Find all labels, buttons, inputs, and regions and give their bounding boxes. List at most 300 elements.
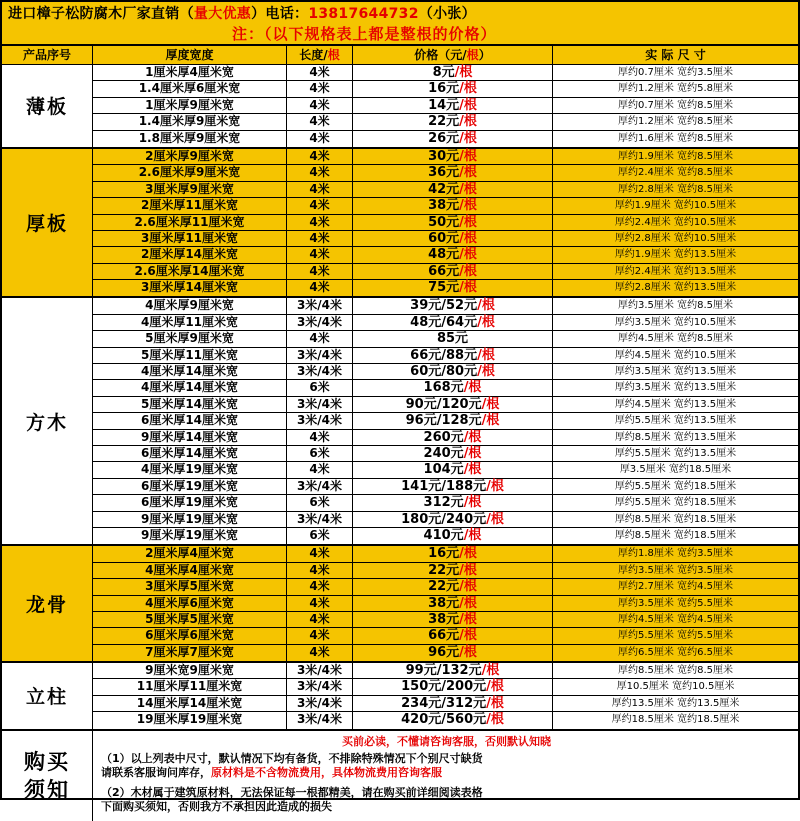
length-cell: 4米 [287,149,353,164]
spec-cell: 3厘米厚9厘米宽 [93,182,287,197]
actual-size-cell: 厚约8.5厘米 宽约18.5厘米 [614,529,737,541]
spec-cell: 4厘米厚9厘米宽 [93,298,287,313]
actual-size-cell: 厚约4.5厘米 宽约4.5厘米 [618,613,733,625]
actual-size-cell: 厚约13.5厘米 宽约13.5厘米 [611,697,740,709]
spec-cell: 2厘米厚11厘米宽 [93,198,287,213]
length-cell: 3米/4米 [287,663,353,678]
price-value: 96元/128元 [405,413,482,429]
table-row [93,512,798,528]
table-row [93,149,798,165]
price-cell [353,247,553,262]
length-cell: 4米 [287,462,353,477]
length-cell: 4米 [287,131,353,147]
spec-cell: 2.6厘米厚11厘米宽 [93,215,287,230]
table-row [93,479,798,495]
actual-size-cell: 厚约3.5厘米 宽约5.5厘米 [618,597,733,609]
price-unit: /根 [459,214,477,230]
price-cell [353,645,553,661]
actual-size-cell: 厚约0.7厘米 宽约8.5厘米 [618,99,733,111]
section-4 [2,663,798,731]
table-row [93,247,798,263]
price-cell [353,364,553,379]
table-row [93,645,798,661]
length-cell: 4米 [287,280,353,296]
table-row [93,182,798,198]
length-cell: 4米 [287,81,353,96]
price-unit: /根 [459,130,477,146]
actual-size-cell: 厚约2.4厘米 宽约13.5厘米 [614,265,737,277]
price-unit: /根 [459,280,477,296]
price-value: 38元 [428,198,460,214]
length-cell: 3米/4米 [287,348,353,363]
spec-cell: 2厘米厚14厘米宽 [93,247,287,262]
table-row [93,264,798,280]
section-0 [2,65,798,149]
price-unit: /根 [459,247,477,263]
length-cell: 6米 [287,446,353,461]
price-value: 48元 [428,247,460,263]
price-cell [353,495,553,510]
actual-size-cell: 厚约3.5厘米 宽约10.5厘米 [614,316,737,328]
actual-size-cell: 厚约1.2厘米 宽约8.5厘米 [618,116,733,128]
price-cell [353,215,553,230]
price-value: 26元 [428,130,460,146]
price-value: 312元 [423,495,464,511]
price-cell [353,663,553,678]
spec-cell: 6厘米厚19厘米宽 [93,479,287,494]
length-cell: 4米 [287,563,353,578]
spec-cell: 2厘米厚4厘米宽 [93,546,287,561]
price-unit: /根 [477,298,495,314]
price-unit: /根 [481,413,500,429]
table-row [93,231,798,247]
table-row [93,495,798,511]
price-value: 42元 [428,181,460,197]
actual-size-cell: 厚约3.5厘米 宽约3.5厘米 [618,564,733,576]
actual-size-cell: 厚约2.7厘米 宽约4.5厘米 [618,581,733,593]
price-cell [353,512,553,527]
section-2 [2,298,798,546]
length-cell: 3米/4米 [287,479,353,494]
price-value: 22元 [428,562,460,578]
banner-phone-label: ）电话： [251,6,309,22]
price-unit: /根 [459,114,477,130]
actual-size-cell: 厚约6.5厘米 宽约6.5厘米 [618,646,733,658]
banner-phone: 13817644732 [308,6,419,22]
price-cell [353,413,553,428]
table-row [93,198,798,214]
price-value: 66元 [428,628,460,644]
spec-cell: 5厘米厚14厘米宽 [93,397,287,412]
actual-size-cell: 厚约1.8厘米 宽约3.5厘米 [618,548,733,560]
price-value: 240元 [423,445,464,461]
length-cell: 4米 [287,165,353,180]
length-cell: 3米/4米 [287,712,353,728]
table-row [93,298,798,314]
spec-cell: 1.4厘米厚6厘米宽 [93,81,287,96]
actual-size-cell: 厚约8.5厘米 宽约8.5厘米 [618,665,733,677]
length-cell: 4米 [287,182,353,197]
purchase-notice [2,731,798,821]
price-unit: /根 [459,81,477,97]
length-cell: 4米 [287,579,353,594]
price-unit: /根 [459,546,477,562]
table-row [93,315,798,331]
price-cell [353,231,553,246]
price-cell [353,264,553,279]
table-row [93,696,798,712]
price-value: 66元/88元 [410,347,478,363]
price-value: 60元/80元 [410,364,478,380]
price-value: 60元 [428,230,460,246]
banner-promo: 量大优惠 [193,6,252,22]
length-cell: 3米/4米 [287,413,353,428]
actual-size-cell: 厚约8.5厘米 宽约13.5厘米 [614,431,737,443]
price-unit: /根 [459,628,477,644]
length-cell: 3米/4米 [287,298,353,313]
spec-cell: 3厘米厚11厘米宽 [93,231,287,246]
spec-cell: 2厘米厚9厘米宽 [93,149,287,164]
table-row [93,430,798,446]
price-unit: /根 [463,462,482,478]
length-cell: 4米 [287,645,353,661]
price-value: 90元/120元 [405,396,482,412]
actual-size-cell: 厚约1.6厘米 宽约8.5厘米 [618,132,733,144]
spec-cell: 1.4厘米厚9厘米宽 [93,114,287,129]
price-unit: /根 [481,396,500,412]
price-cell [353,131,553,147]
notice-body [93,731,798,821]
price-cell [353,198,553,213]
actual-size-cell: 厚约5.5厘米 宽约13.5厘米 [614,415,737,427]
actual-size-cell: 厚约1.9厘米 宽约13.5厘米 [614,249,737,261]
table-row [93,65,798,81]
length-cell: 6米 [287,495,353,510]
price-value: 36元 [428,165,460,181]
length-cell: 3米/4米 [287,364,353,379]
section-rows [93,663,798,729]
price-unit: /根 [486,511,504,527]
length-cell: 4米 [287,98,353,113]
table-row [93,165,798,181]
table-row [93,131,798,147]
price-unit: /根 [459,644,477,660]
length-cell: 6米 [287,528,353,544]
section-rows [93,65,798,147]
table-row [93,280,798,296]
spec-cell: 3厘米厚14厘米宽 [93,280,287,296]
price-cell [353,563,553,578]
price-unit: /根 [481,663,500,679]
category-label: 立柱 [2,663,93,729]
price-value: 168元 [423,380,464,396]
price-unit: /根 [459,579,477,595]
section-3 [2,546,798,663]
price-cell [353,380,553,395]
price-cell [353,479,553,494]
col-header-spec: 厚度宽度 [93,46,287,64]
length-cell: 4米 [287,65,353,80]
length-cell: 3米/4米 [287,512,353,527]
length-cell: 6米 [287,380,353,395]
length-cell: 3米/4米 [287,397,353,412]
price-cell [353,679,553,694]
section-1 [2,149,798,299]
length-cell: 4米 [287,612,353,627]
spec-cell: 4厘米厚6厘米宽 [93,596,287,611]
price-value: 104元 [423,462,464,478]
actual-size-cell: 厚约4.5厘米 宽约8.5厘米 [618,333,733,345]
spec-cell: 7厘米厚7厘米宽 [93,645,287,661]
table-row [93,462,798,478]
banner-contact: （小张） [418,6,476,22]
price-unit: /根 [463,380,482,396]
price-value: 420元/560元 [401,712,487,728]
actual-size-cell: 厚约2.8厘米 宽约8.5厘米 [618,183,733,195]
spec-cell: 11厘米厚11厘米宽 [93,679,287,694]
table-row [93,596,798,612]
actual-size-cell: 厚约3.5厘米 宽约13.5厘米 [614,366,737,378]
actual-size-cell: 厚约1.2厘米 宽约5.8厘米 [618,83,733,95]
price-cell [353,612,553,627]
price-value: 22元 [428,114,460,130]
price-value: 96元 [428,644,460,660]
notice-title: 购买 须知 [2,731,93,821]
table-row [93,397,798,413]
price-value: 30元 [428,148,460,164]
price-cell [353,149,553,164]
table-row [93,612,798,628]
spec-cell: 9厘米宽9厘米宽 [93,663,287,678]
length-cell: 4米 [287,546,353,561]
table-row [93,579,798,595]
spec-cell: 5厘米厚5厘米宽 [93,612,287,627]
price-unit: /根 [459,263,477,279]
table-header [2,46,798,65]
section-rows [93,298,798,544]
length-cell: 4米 [287,215,353,230]
price-unit: /根 [459,230,477,246]
price-cell [353,348,553,363]
spec-cell: 4厘米厚14厘米宽 [93,364,287,379]
spec-cell: 1厘米厚4厘米宽 [93,65,287,80]
price-cell [353,98,553,113]
table-row [93,679,798,695]
price-unit: /根 [459,97,477,113]
spec-cell: 2.6厘米厚14厘米宽 [93,264,287,279]
price-value: 180元/240元 [401,511,487,527]
actual-size-cell: 厚约5.5厘米 宽约5.5厘米 [618,630,733,642]
length-cell: 4米 [287,247,353,262]
table-row [93,215,798,231]
length-cell: 4米 [287,628,353,643]
actual-size-cell: 厚约2.8厘米 宽约13.5厘米 [614,282,737,294]
price-cell [353,182,553,197]
table-row [93,364,798,380]
price-unit: /根 [459,562,477,578]
actual-size-cell: 厚约5.5厘米 宽约13.5厘米 [614,447,737,459]
price-unit: /根 [486,679,504,695]
actual-size-cell: 厚约2.8厘米 宽约10.5厘米 [614,232,737,244]
length-cell: 4米 [287,264,353,279]
price-cell [353,430,553,445]
price-cell [353,446,553,461]
notice-point-2: （2）木材属于建筑原材料，无法保证每一根都精美，请在购买前详细阅读表格 下面购买须知，否则我方不承担因此造成的损失 [101,785,483,813]
price-value: 66元 [428,263,460,279]
spec-cell: 6厘米厚14厘米宽 [93,446,287,461]
price-unit: /根 [459,148,477,164]
table-row [93,563,798,579]
spec-cell: 9厘米厚19厘米宽 [93,512,287,527]
price-cell [353,579,553,594]
actual-size-cell: 厚约3.5厘米 宽约8.5厘米 [618,300,733,312]
price-value: 85元 [436,331,469,347]
length-cell: 4米 [287,231,353,246]
price-value: 16元 [428,81,460,97]
banner-title-line [8,3,476,23]
spec-cell: 9厘米厚19厘米宽 [93,528,287,544]
section-rows [93,149,798,297]
actual-size-cell: 厚约8.5厘米 宽约18.5厘米 [614,513,737,525]
banner-note: 注：（以下规格表上都是整根的价格） [232,25,497,43]
col-header-price: 价格（元/根） [353,46,553,64]
spec-cell: 9厘米厚14厘米宽 [93,430,287,445]
notice-point-1: （1）以上列表中尺寸，默认情况下均有备货，不排除特殊情况下个别尺寸缺货 请联系客服询问库存，原材料是不含物流费用，具体物流费用咨询客服 [101,751,483,779]
price-value: 48元/64元 [410,314,478,330]
price-unit: /根 [463,445,482,461]
spec-cell: 1.8厘米厚9厘米宽 [93,131,287,147]
table-row [93,114,798,130]
price-cell [353,165,553,180]
table-row [93,413,798,429]
actual-size-cell: 厚3.5厘米 宽约18.5厘米 [619,464,732,476]
actual-size-cell: 厚约5.5厘米 宽约18.5厘米 [614,497,737,509]
length-cell: 3米/4米 [287,315,353,330]
category-label: 龙骨 [2,546,93,661]
price-cell [353,331,553,346]
category-label: 方木 [2,298,93,544]
price-cell [353,298,553,313]
price-value: 410元 [423,527,464,543]
price-unit: /根 [486,695,504,711]
spec-cell: 6厘米厚19厘米宽 [93,495,287,510]
price-value: 75元 [428,280,460,296]
price-value: 16元 [428,546,460,562]
price-cell [353,315,553,330]
actual-size-cell: 厚约0.7厘米 宽约3.5厘米 [618,67,733,78]
price-value: 8元 [432,65,455,80]
banner-title: 进口樟子松防腐木厂家直销（ [8,6,194,22]
price-value: 39元/52元 [410,298,478,314]
spec-cell: 14厘米厚14厘米宽 [93,696,287,711]
spec-cell: 5厘米厚9厘米宽 [93,331,287,346]
length-cell: 3米/4米 [287,696,353,711]
price-unit: /根 [463,495,482,511]
price-value: 22元 [428,579,460,595]
price-cell [353,712,553,728]
price-cell [353,596,553,611]
actual-size-cell: 厚约1.9厘米 宽约10.5厘米 [614,200,737,212]
spec-cell: 19厘米厚19厘米宽 [93,712,287,728]
price-value: 99元/132元 [405,663,482,679]
spec-cell: 6厘米厚6厘米宽 [93,628,287,643]
price-value: 234元/312元 [401,695,487,711]
length-cell: 4米 [287,596,353,611]
table-row [93,348,798,364]
price-value: 260元 [423,429,464,445]
price-value: 50元 [428,214,460,230]
price-cell [353,528,553,544]
price-unit: /根 [477,364,495,380]
actual-size-cell: 厚约5.5厘米 宽约18.5厘米 [614,480,737,492]
spec-cell: 6厘米厚14厘米宽 [93,413,287,428]
price-unit: /根 [459,165,477,181]
table-row [93,446,798,462]
actual-size-cell: 厚约1.9厘米 宽约8.5厘米 [618,150,733,162]
price-cell [353,65,553,80]
price-cell [353,81,553,96]
price-value: 150元/200元 [401,679,487,695]
actual-size-cell: 厚约18.5厘米 宽约18.5厘米 [611,714,740,726]
spec-cell: 3厘米厚5厘米宽 [93,579,287,594]
price-value: 14元 [428,97,460,113]
price-unit: /根 [459,181,477,197]
spec-cell: 4厘米厚4厘米宽 [93,563,287,578]
length-cell: 4米 [287,331,353,346]
price-unit: /根 [459,198,477,214]
spec-cell: 1厘米厚9厘米宽 [93,98,287,113]
actual-size-cell: 厚约2.4厘米 宽约10.5厘米 [614,216,737,228]
category-label: 厚板 [2,149,93,297]
table-row [93,546,798,562]
price-cell [353,628,553,643]
actual-size-cell: 厚约3.5厘米 宽约13.5厘米 [614,382,737,394]
spec-cell: 2.6厘米厚9厘米宽 [93,165,287,180]
table-row [93,712,798,728]
price-unit: /根 [459,595,477,611]
table-row [93,81,798,97]
length-cell: 4米 [287,114,353,129]
price-unit: /根 [486,712,504,728]
price-unit: /根 [463,429,482,445]
price-cell [353,696,553,711]
price-table [2,65,798,731]
col-header-category: 产品序号 [2,46,93,64]
price-value: 38元 [428,611,460,627]
price-cell [353,280,553,296]
table-row [93,380,798,396]
price-cell [353,114,553,129]
col-header-actual-size: 实 际 尺 寸 [645,48,706,62]
table-row [93,331,798,347]
length-cell: 4米 [287,198,353,213]
col-header-length: 长度/根 [287,46,353,64]
price-unit: /根 [477,347,495,363]
price-unit: /根 [486,478,504,494]
price-cell [353,462,553,477]
actual-size-cell: 厚约2.4厘米 宽约8.5厘米 [618,167,733,179]
notice-warning: 买前必读，不懂请咨询客服，否则默认知晓 [342,734,551,748]
price-unit: /根 [463,527,482,543]
table-row [93,628,798,644]
actual-size-cell: 厚10.5厘米 宽约10.5厘米 [616,681,735,693]
price-cell [353,397,553,412]
price-cell [353,546,553,561]
section-rows [93,546,798,661]
price-unit: /根 [477,314,495,330]
table-row [93,528,798,544]
price-unit: /根 [454,65,473,80]
